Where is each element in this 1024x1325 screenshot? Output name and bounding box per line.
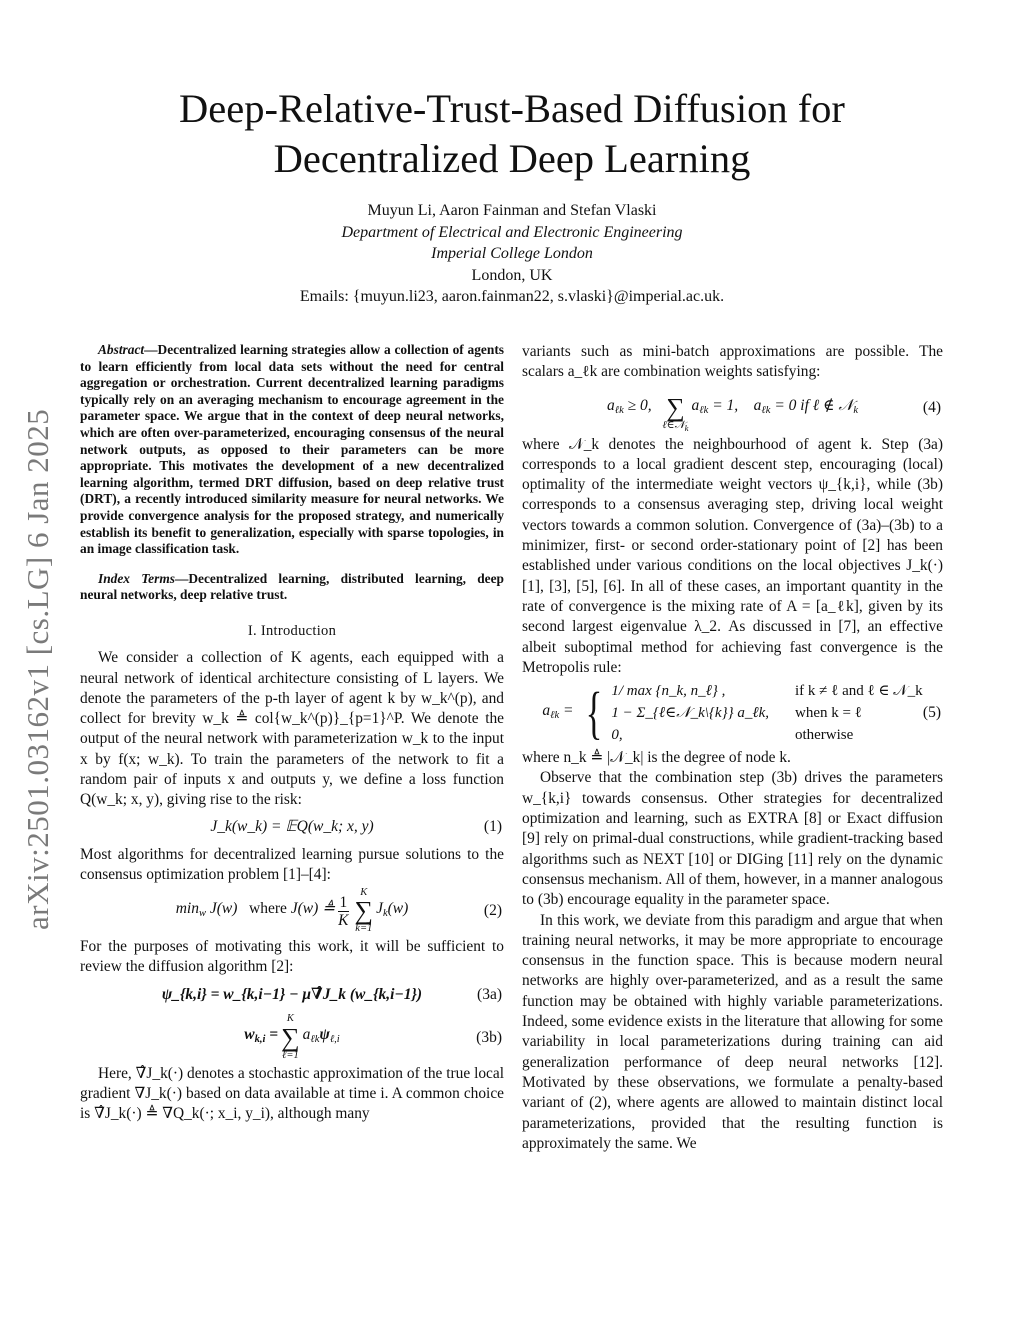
right-column: [522, 342, 943, 1154]
index-terms-text: —Decentralized learning, distributed learning, deep neural networks, deep relative trust.: [80, 570, 504, 603]
equation-1-body: J_k(w_k) = 𝔼Q(w_k; x, y): [210, 818, 374, 836]
equation-5-row-3a: 0,: [611, 727, 623, 744]
equation-5-number: (5): [922, 704, 941, 721]
equation-1-number: (1): [483, 818, 502, 836]
author-names: Muyun Li, Aaron Fainman and Stefan Vlaski: [367, 202, 657, 219]
intro-paragraph-4: Here, ∇̂J_k(·) denotes a stochastic approximation of the true local gradient ∇J_k(·) based on data available at time i. A common choice is ∇̂J_k(·) ≜ ∇Q_k(·; x_i, y_i), although many: [80, 1064, 504, 1123]
intro-paragraph-1: We consider a collection of K agents, each equipped with a neural network of identical architecture consisting of L layers. We denote the parameters of the p-th layer of agent k by w_k^(p), and collect for brevity w_k ≜ col{w_k^(p)}_{p=1}^P. We denote the output of the neural network with parameterization w_k to the input x by f(x; w_k). To train the parameters of the network to fit a random pair of inputs x and outputs y, we define a loss function Q(w_k; x, y), giving rise to the risk:: [80, 649, 504, 809]
author-block: [80, 200, 944, 308]
author-location: London, UK: [471, 266, 553, 284]
paper-title: [80, 84, 944, 184]
equation-3b-number: (3b): [476, 1028, 502, 1046]
right-paragraph-5: In this work, we deviate from this paradigm and argue that when training neural networks, it may be more appropriate to encourage consensus in the function space. This is because modern neural networks are highly over-parameterized, and as a result the same function may be obtained with highly variable parameterizations. Indeed, some evidence exists in the literature that allowing for some variability in local parameterizations during training can aid generalization performance of deep neural networks [12]. Motivated by these observations, we formulate a penalty-based variant of (2), where agents are allowed to maintain distinct local parameterizations, provided that the resulting function is approximately the same. We: [522, 911, 943, 1152]
section-heading-introduction: I. Introduction: [247, 622, 337, 639]
right-paragraph-4: Observe that the combination step (3b) drives the parameters w_{k,i} towards consensus. Other strategies for decentralized optimization and learning, such as EXTRA [8] or Exact diffusion [9] rely on primal-dual constructions, while gradient-tracking based algorithms such as NEXT [10] or DIGing [11] rely on the dynamic consensus mechanism. All of them, however, in a manner analogous to (3b) encourage equality in the parameter space.: [522, 769, 943, 909]
index-terms-lead: Index Terms: [98, 570, 175, 586]
equation-4-number: (4): [922, 399, 941, 417]
intro-paragraph-2: Most algorithms for decentralized learning pursue solutions to the consensus optimization problem [1]–[4]:: [80, 845, 504, 883]
equation-1: [80, 811, 504, 845]
arxiv-identifier: arXiv:2501.03162v1 [cs.LG] 6 Jan 2025: [20, 408, 55, 930]
title-line-2: Decentralized Deep Learning: [273, 136, 751, 181]
equation-3a-number: (3a): [477, 985, 502, 1003]
author-institution: Imperial College London: [431, 245, 593, 262]
abstract-lead: Abstract: [98, 342, 145, 357]
equation-3b: $w_{k,i}$ = K ∑ ℓ=1 $a_{\ell k}\psi_{\ell,i}$ (3b): [244, 1013, 502, 1061]
intro-paragraph-3: For the purposes of motivating this work, it will be sufficient to review the diffusion algorithm [2]:: [80, 938, 504, 976]
author-emails: Emails: {muyun.li23, aaron.fainman22, s.vlaski}@imperial.ac.uk.: [299, 288, 725, 305]
equation-5-row-1b: if k ≠ ℓ and ℓ ∈ 𝒩_k: [794, 682, 923, 699]
equation-5: $a_{\ell k}$ = { 1/ max {n_k, n_ℓ} , if k ≠ ℓ and ℓ ∈ 𝒩_k 1 − Σ_{ℓ∈𝒩_k\{k}} a_ℓk, when k = ℓ 0, otherwise (5): [542, 680, 941, 746]
right-paragraph-2: where 𝒩_k denotes the neighbourhood of agent k. Step (3a) corresponds to a local gradient descent step, encouraging (local) optimality of the intermediate weight vectors ψ_{k,i}, while (3b) corresponds to a consensus averaging step, driving local weight vectors towards a common solution. Convergence of (3a)–(3b) to a minimizer, first- or second order-stationary point of [2] has been established under various conditions on the local objectives J_k(·) [1], [3], [5], [6]. In all of these cases, an important quantity in the rate of convergence is the mixing rate of A = [a_ℓk], given by its second largest eigenvalue λ_2. As discussed in [7], an effective albeit suboptimal method for achieving fast convergence is the Metropolis rule:: [522, 435, 943, 676]
author-department: Department of Electrical and Electronic Engineering: [341, 223, 683, 241]
equation-5-row-2b: when k = ℓ: [794, 705, 862, 721]
index-terms: [80, 571, 504, 604]
equation-5-row-3b: otherwise: [794, 727, 854, 744]
right-paragraph-3: where n_k ≜ |𝒩_k| is the degree of node k.: [522, 749, 791, 767]
right-paragraph-1: variants such as mini-batch approximations are possible. The scalars a_ℓk are combination weights satisfying:: [522, 343, 943, 381]
equation-3a: [80, 978, 504, 1012]
equation-2: $\min_w J(w)$ where J(w) ≜ $\frac{1}{K}$ K ∑ k=1 $J_k(w)$ (2): [175, 886, 502, 935]
abstract: [80, 342, 504, 558]
equation-4: $a_{\ell k} \ge 0$, ∑ ℓ∈𝒩$_k$ $a_{\ell k} = 1$, $a_{\ell k} = 0$ if ℓ ∉ 𝒩$_k$ (4): [606, 392, 941, 434]
left-column: [80, 342, 504, 1125]
abstract-text: —Decentralized learning strategies allow a collection of agents to learn efficiently from local data sets without the need for central aggregation or orchestration. Current decentralized learning paradigms typically rely on an averaging mechanism to encourage agreement in the parameter space. We argue that in the context of deep neural networks, which are often over-parameterized, encouraging consensus of the neural network outputs, as opposed to their parameters can be more appropriate. This motivates the development of a new decentralized learning algorithm, termed DRT diffusion, based on deep relative trust (DRT), a recently introduced similarity measure for neural networks. We provide convergence analysis for the proposed strategy, and numerically establish its benefit to generalization, especially with sparse topologies, in an image classification task.: [80, 342, 504, 557]
equation-2-number: (2): [483, 902, 502, 920]
equation-5-row-2a: 1 − Σ_{ℓ∈𝒩_k\{k}} a_ℓk,: [611, 705, 769, 721]
equation-5-row-1a: 1/ max {n_k, n_ℓ} ,: [611, 682, 726, 699]
equation-3a-body: ψ_{k,i} = w_{k,i−1} − μ∇̂J_k (w_{k,i−1}): [161, 985, 423, 1003]
title-line-1: Deep-Relative-Trust-Based Diffusion for: [179, 86, 845, 131]
